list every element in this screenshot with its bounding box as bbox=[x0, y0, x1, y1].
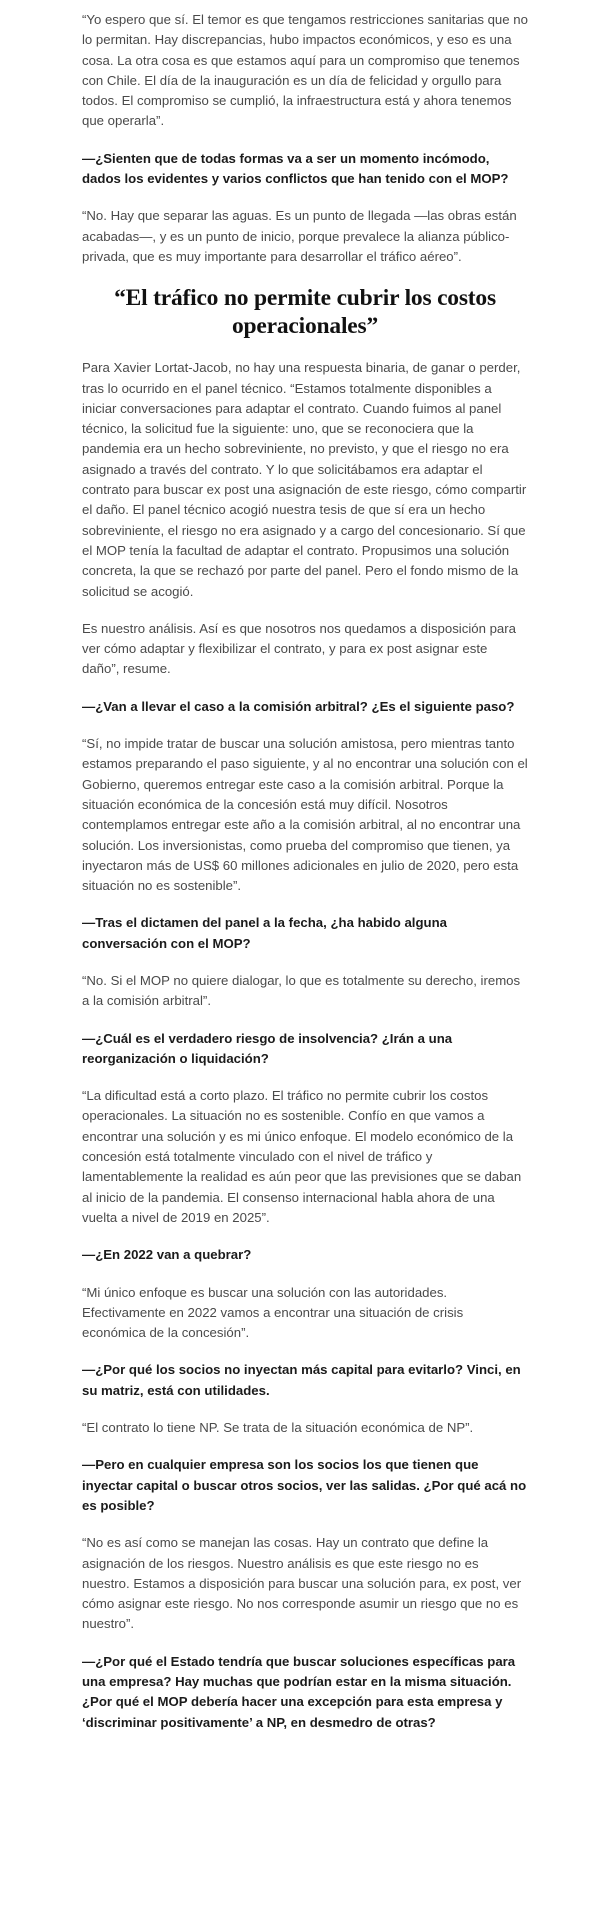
section-subheading: “El tráfico no permite cubrir los costos operacionales” bbox=[114, 285, 496, 340]
article-paragraph: “No. Hay que separar las aguas. Es un punto de llegada —las obras están acabadas—, y es un punto de inicio, porque prevalece la alianza público-privada, que es muy importante para desarrollar el tráfico aéreo”. bbox=[82, 208, 517, 264]
article-paragraph: “No es así como se manejan las cosas. Hay un contrato que define la asignación de los riesgos. Nuestro análisis es que este riesgo no es nuestro. Estamos a disposición para buscar una solución para, ex post, ver cómo asignar este riesgo. No nos corresponde asumir un riesgo que no es nuestro”. bbox=[82, 1535, 522, 1632]
article-paragraph: “Yo espero que sí. El temor es que tengamos restricciones sanitarias que no lo permitan. Hay discrepancias, hubo impactos económicos, y eso es una cosa. La otra cosa es que estamos aquí para un compromiso que tenemos con Chile. El día de la inauguración es un día de felicidad y orgullo para todos. El compromiso se cumplió, la infraestructura está y ahora tenemos que operarla”. bbox=[82, 12, 528, 129]
interview-question: —Pero en cualquier empresa son los socios los que tienen que inyectar capital o buscar otros socios, ver las salidas. ¿Por qué acá no es posible? bbox=[82, 1457, 527, 1513]
article-paragraph: Para Xavier Lortat-Jacob, no hay una respuesta binaria, de ganar o perder, tras lo ocurrido en el panel técnico. “Estamos totalmente disponibles a iniciar conversaciones para adaptar el contrato. Cuando fuimos al panel técnico, la solicitud fue la siguiente: uno, que se reconociera que la pandemia era un hecho sobreviniente, no previsto, y que el riesgo no era asignado a través del contrato. Y lo que solicitábamos era adaptar el contrato para buscar ex post una asignación de este riesgo, cómo compartir el daño. El panel técnico acogió nuestra tesis de que sí era un hecho sobreviniente, el riesgo no era asignado y a cargo del concesionario. Sí que el MOP tenía la facultad de adaptar el contrato. Propusimos una solución concreta, la que se rechazó por parte del panel. Pero el fondo mismo de la solicitud se acogió. bbox=[82, 360, 527, 599]
article-paragraph: “Mi único enfoque es buscar una solución con las autoridades. Efectivamente en 2022 vamos a encontrar una situación de crisis económica de la concesión”. bbox=[82, 1284, 464, 1341]
interview-question: —¿Cuál es el verdadero riesgo de insolvencia? ¿Irán a una reorganización o liquidación? bbox=[82, 1030, 453, 1066]
interview-question: —Tras el dictamen del panel a la fecha, ¿ha habido alguna conversación con el MOP? bbox=[82, 915, 447, 951]
article-paragraph: “La dificultad está a corto plazo. El tráfico no permite cubrir los costos operacionales. La situación no es sostenible. Confío en que vamos a encontrar una solución y es mi único enfoque. El modelo económico de la concesión está totalmente vinculado con el nivel de tráfico y lamentablemente la realidad es aún peor que las previsiones que se daban al inicio de la pandemia. El consenso internacional habla ahora de una vuelta a nivel de 2019 en 2025”. bbox=[82, 1088, 522, 1225]
article-paragraph: “El contrato lo tiene NP. Se trata de la situación económica de NP”. bbox=[82, 1420, 474, 1436]
interview-question: —¿Por qué el Estado tendría que buscar soluciones específicas para una empresa? Hay muchas que podrían estar en la misma situación. ¿Por qué el MOP debería hacer una excepción para esta empresa y ‘discriminar positivamente’ a NP, en desmedro de otras? bbox=[82, 1653, 516, 1730]
interview-question: —¿En 2022 van a quebrar? bbox=[82, 1247, 252, 1263]
article-paragraph: Es nuestro análisis. Así es que nosotros nos quedamos a disposición para ver cómo adaptar y flexibilizar el contrato, y para ex post asignar este daño”, resume. bbox=[82, 620, 516, 677]
interview-question: —¿Van a llevar el caso a la comisión arbitral? ¿Es el siguiente paso? bbox=[82, 698, 515, 714]
interview-question: —¿Por qué los socios no inyectan más capital para evitarlo? Vinci, en su matriz, está con utilidades. bbox=[82, 1362, 521, 1398]
article-paragraph: “No. Si el MOP no quiere dialogar, lo que es totalmente su derecho, iremos a la comisión arbitral”. bbox=[82, 972, 521, 1009]
article-blocks bbox=[82, 10, 528, 1733]
article-paragraph: “Sí, no impide tratar de buscar una solución amistosa, pero mientras tanto estamos preparando el paso siguiente, y al no encontrar una solución con el Gobierno, queremos entregar este caso a la comisión arbitral. Porque la situación económica de la concesión está muy difícil. Nosotros contemplamos entregar este año a la comisión arbitral, al no encontrar una solución. Los inversionistas, como prueba del compromiso que tienen, ya inyectaron más de US$ 60 millones adicionales en julio de 2020, pero esta situación no es sostenible”. bbox=[82, 736, 528, 894]
interview-question: —¿Sienten que de todas formas va a ser un momento incómodo, dados los evidentes y varios conflictos que han tenido con el MOP? bbox=[82, 150, 509, 187]
